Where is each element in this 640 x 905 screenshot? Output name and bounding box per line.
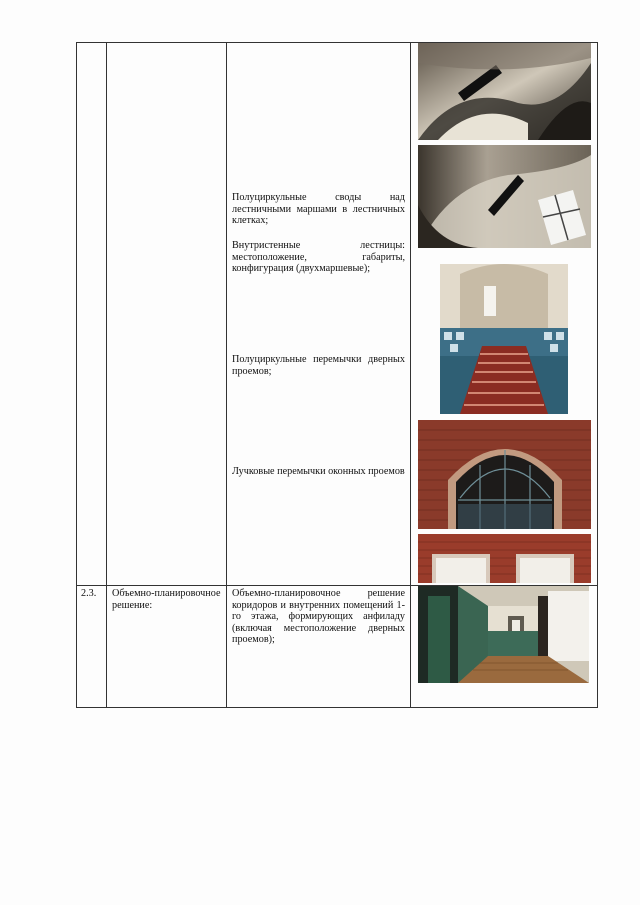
vault-window-photo-icon [418, 145, 591, 248]
col-divider-2 [226, 42, 227, 708]
row-name: Объемно-планировочное решение: [112, 588, 221, 611]
table-bottom-border [76, 707, 598, 708]
item-enfilade-plan: Объемно-планировочное решение коридоров и внутренних помещений 1-го этажа, формирующих анфиладу (включая местоположение дверных проемов); [232, 588, 405, 645]
corridor-enfilade-photo-icon [418, 586, 589, 683]
col-divider-3 [410, 42, 411, 708]
vaulted-ceiling-photo-icon [418, 43, 591, 140]
item-intrawall-stairs: Внутристенные лестницы: местоположение, габариты, конфигурация (двухмаршевые); [232, 240, 405, 274]
row-number: 2.3. [81, 588, 97, 599]
staircase-photo-icon [440, 264, 568, 414]
item-semicircular-vaults: Полуциркульные своды над лестничными маршами в лестничных клетках; [232, 192, 405, 226]
table-left-border [76, 42, 77, 708]
brick-windows-photo-icon [418, 534, 591, 583]
item-window-lintels: Лучковые перемычки оконных проемов [232, 466, 405, 477]
col-divider-1 [106, 42, 107, 708]
table-right-border [597, 42, 598, 708]
arched-window-photo-icon [418, 420, 591, 529]
item-door-lintels: Полуциркульные перемычки дверных проемов; [232, 354, 405, 377]
